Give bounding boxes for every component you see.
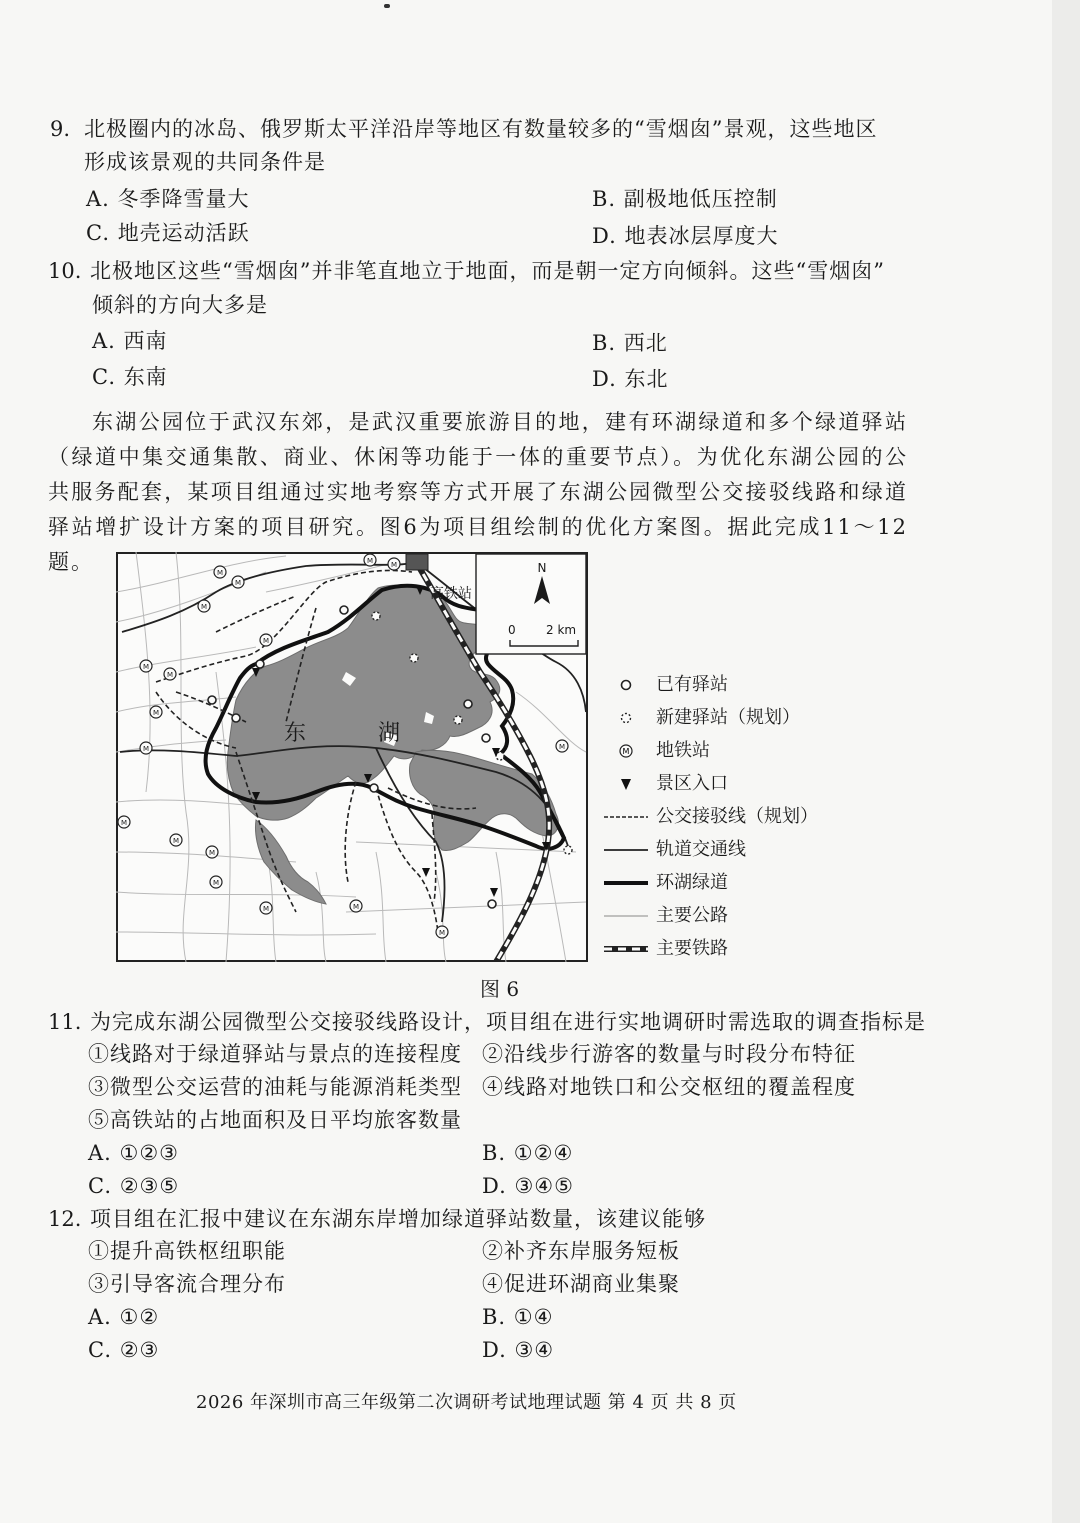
option-a: A. 西南 <box>92 329 168 353</box>
legend-scenic-entrance: 景区入口 <box>604 771 844 797</box>
legend-new-station: 新建驿站（规划） <box>604 705 844 731</box>
north-scale-box <box>476 554 586 654</box>
legend-greenway: 环湖绿道 <box>604 870 844 896</box>
option-b: B. 副极地低压控制 <box>592 187 778 211</box>
svg-text:M: M <box>208 849 216 857</box>
rail-line-icon <box>604 837 648 863</box>
statement-4: ④促进环湖商业集聚 <box>482 1272 680 1296</box>
svg-text:M: M <box>262 905 270 913</box>
svg-text:M: M <box>438 929 446 937</box>
scale-zero: 0 <box>508 623 516 637</box>
svg-text:M: M <box>622 747 630 756</box>
existing-station-icon <box>604 672 648 698</box>
scenic-entrance-icon <box>604 771 648 797</box>
question-stem: 北极圈内的冰岛、俄罗斯太平洋沿岸等地区有数量较多的“雪烟囱”景观，这些地区 <box>84 117 878 141</box>
bus-line-icon <box>604 804 648 830</box>
reading-passage: 东湖公园位于武汉东郊，是武汉重要旅游目的地，建有环湖绿道和多个绿道驿站（绿道中集交通集散、商业、休闲等功能于一体的重要节点）。为优化东湖公园的公共服务配套，某项目组通过实地考察等方式开展了东湖公园微型公交接驳线路和绿道驿站增扩设计方案的项目研究。图6为项目组绘制的优化方案图。据此完成11～12题。 <box>48 410 908 574</box>
legend-metro-station: M 地铁站 <box>604 738 844 764</box>
question-number: 9. <box>50 117 71 141</box>
lake-label-lake: 湖 <box>378 721 401 746</box>
svg-text:M: M <box>172 837 180 845</box>
option-d: D. 地表冰层厚度大 <box>592 224 779 248</box>
svg-text:M: M <box>390 561 398 569</box>
option-a: A. ①②③ <box>88 1141 180 1165</box>
legend-main-railway: 主要铁路 <box>604 936 844 962</box>
option-b: B. ①②④ <box>482 1141 574 1165</box>
question-number: 10. <box>48 259 82 283</box>
option-d: D. ③④⑤ <box>482 1174 574 1198</box>
option-c: C. 东南 <box>92 365 168 389</box>
question-stem: 项目组在汇报中建议在东湖东岸增加绿道驿站数量，该建议能够 <box>90 1207 706 1231</box>
svg-text:M: M <box>234 579 242 587</box>
hsr-station-label: 高铁站 <box>430 586 472 602</box>
statement-5: ⑤高铁站的占地面积及日平均旅客数量 <box>88 1108 462 1132</box>
figure-caption: 图 6 <box>480 977 520 1001</box>
svg-text:M: M <box>142 745 150 753</box>
question-stem-cont: 形成该景观的共同条件是 <box>84 150 326 174</box>
figure-6-map <box>116 552 588 962</box>
svg-text:M: M <box>366 557 374 565</box>
page-edge-shadow <box>1052 0 1080 1523</box>
statement-1: ①线路对于绿道驿站与景点的连接程度 <box>88 1042 462 1066</box>
question-number: 12. <box>48 1207 82 1231</box>
option-d: D. 东北 <box>592 367 669 391</box>
legend-existing-station: 已有驿站 <box>604 672 844 698</box>
question-number: 11. <box>48 1010 82 1034</box>
option-c: C. ②③ <box>88 1338 160 1362</box>
metro-station-icon <box>604 738 648 764</box>
svg-text:M: M <box>152 709 160 717</box>
svg-text:M: M <box>120 819 128 827</box>
svg-text:M: M <box>212 879 220 887</box>
statement-3: ③引导客流合理分布 <box>88 1272 286 1296</box>
hsr-station-block <box>406 554 428 570</box>
statement-2: ②补齐东岸服务短板 <box>482 1239 680 1263</box>
option-d: D. ③④ <box>482 1338 555 1362</box>
option-b: B. 西北 <box>592 331 668 355</box>
greenway-icon <box>604 870 648 896</box>
svg-text:M: M <box>200 603 208 611</box>
statement-2: ②沿线步行游客的数量与时段分布特征 <box>482 1042 856 1066</box>
svg-text:M: M <box>558 743 566 751</box>
main-railway-icon <box>604 936 648 962</box>
option-a: A. 冬季降雪量大 <box>86 187 250 211</box>
option-c: C. 地壳运动活跃 <box>86 221 250 245</box>
option-b: B. ①④ <box>482 1305 554 1329</box>
lake-label-east: 东 <box>284 721 307 746</box>
main-road-icon <box>604 903 648 929</box>
legend-bus-line: 公交接驳线（规划） <box>604 804 844 830</box>
north-label: N <box>537 561 547 575</box>
statement-4: ④线路对地铁口和公交枢纽的覆盖程度 <box>482 1075 856 1099</box>
new-station-icon <box>604 705 648 731</box>
svg-text:M: M <box>142 663 150 671</box>
scan-mark <box>384 4 390 8</box>
scale-two-km: 2 km <box>546 623 577 637</box>
svg-text:M: M <box>166 671 174 679</box>
legend-rail-line: 轨道交通线 <box>604 837 844 863</box>
question-stem: 北极地区这些“雪烟囱”并非笔直地立于地面，而是朝一定方向倾斜。这些“雪烟囱” <box>90 259 885 283</box>
svg-text:M: M <box>352 903 360 911</box>
statement-3: ③微型公交运营的油耗与能源消耗类型 <box>88 1075 462 1099</box>
statement-1: ①提升高铁枢纽职能 <box>88 1239 286 1263</box>
option-a: A. ①② <box>88 1305 160 1329</box>
legend-main-road: 主要公路 <box>604 903 844 929</box>
question-stem-cont: 倾斜的方向大多是 <box>92 293 268 317</box>
page-footer: 2026 年深圳市高三年级第二次调研考试地理试题 第 4 页 共 8 页 <box>196 1392 737 1413</box>
svg-text:M: M <box>216 569 224 577</box>
map-svg <box>116 552 588 962</box>
question-stem: 为完成东湖公园微型公交接驳线路设计，项目组在进行实地调研时需选取的调查指标是 <box>90 1010 926 1034</box>
option-c: C. ②③⑤ <box>88 1174 180 1198</box>
svg-text:M: M <box>262 637 270 645</box>
